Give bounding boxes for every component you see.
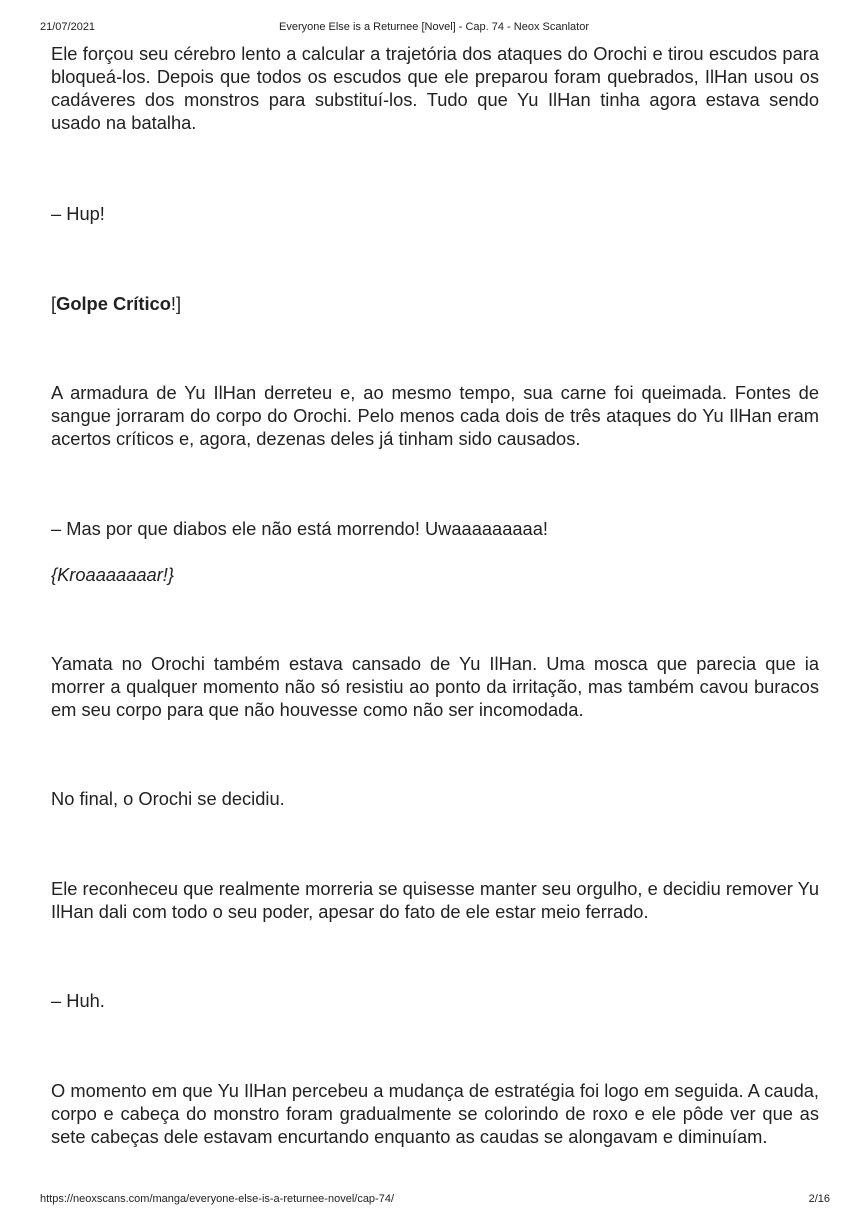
dialogue-huh: – Huh.: [51, 990, 105, 1011]
monster-roar: {Kroaaaaaaar!}: [51, 564, 174, 585]
dialogue-hup: – Hup!: [51, 203, 105, 224]
paragraph-strategy-change: O momento em que Yu IlHan percebeu a mudança de estratégia foi logo em seguida. A cauda, corpo e cabeça do monstro foram gradualmente se colorindo de roxo e ele pôde ver que as sete cabeças dele estavam encurtando enquanto as caudas se alongavam e diminuíam.: [51, 1080, 819, 1147]
paragraph-shields: Ele forçou seu cérebro lento a calcular a trajetória dos ataques do Orochi e tirou escudos para bloqueá-los. Depois que todos os escudos que ele preparou foram quebrados, IlHan usou os cadáveres dos monstros para substituí-los. Tudo que Yu IlHan tinha agora estava sendo usado na batalha.: [51, 43, 819, 133]
bracket-open: [: [51, 293, 57, 314]
system-message-critical: [51, 292, 819, 315]
paragraph-orochi-tired: Yamata no Orochi também estava cansado de Yu IlHan. Uma mosca que parecia que ia morrer a qualquer momento não só resistiu ao ponto da irritação, mas também cavou buracos em seu corpo para que não houvesse como não ser incomodada.: [51, 653, 819, 720]
paragraph-full-power: Ele reconheceu que realmente morreria se quisesse manter seu orgulho, e decidiu remover Yu IlHan dali com todo o seu poder, apesar do fato de ele estar meio ferrado.: [51, 878, 819, 922]
footer-url: https://neoxscans.com/manga/everyone-else-is-a-returnee-novel/cap-74/: [40, 1193, 395, 1205]
paragraph-orochi-decided: No final, o Orochi se decidiu.: [51, 788, 285, 809]
dialogue-why-not-dying: – Mas por que diabos ele não está morrendo! Uwaaaaaaaaa!: [51, 518, 548, 539]
print-date: 21/07/2021: [40, 21, 96, 33]
page-number: 2/16: [808, 1193, 830, 1205]
critical-hit-label: Golpe Crítico: [56, 293, 171, 314]
paragraph-armor-melted: A armadura de Yu IlHan derreteu e, ao mesmo tempo, sua carne foi queimada. Fontes de sangue jorraram do corpo do Orochi. Pelo menos cada dois de três ataques do Yu IlHan eram acertos críticos e, agora, dezenas deles já tinham sido causados.: [51, 382, 819, 449]
bracket-close: !]: [170, 293, 182, 314]
page-title: Everyone Else is a Returnee [Novel] - Cap. 74 - Neox Scanlator: [279, 21, 589, 33]
